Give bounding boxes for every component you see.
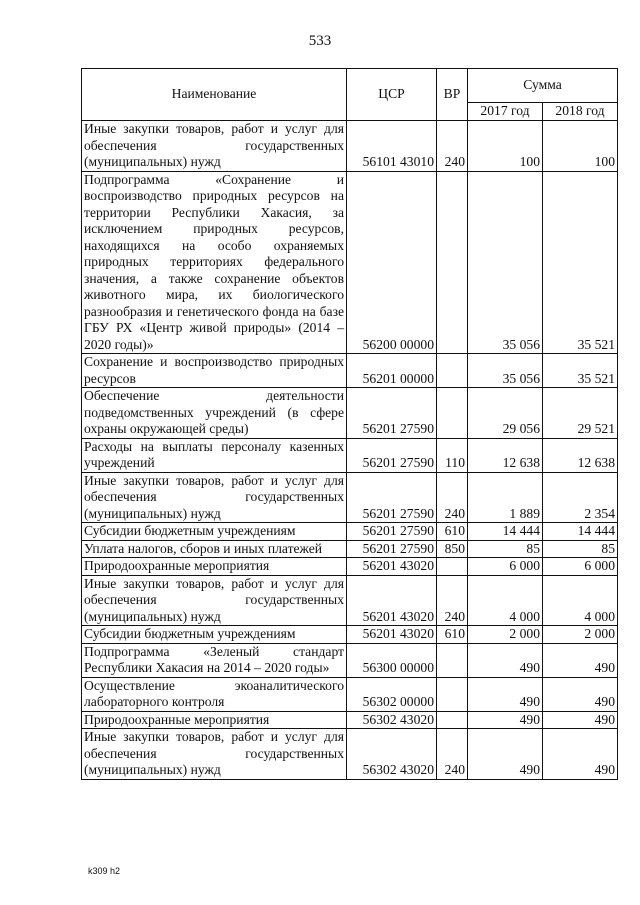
row-name: Уплата налогов, сборов и иных платежей (82, 540, 347, 558)
row-sum-2017: 35 056 (468, 171, 543, 354)
row-vr (437, 171, 468, 354)
table-row (82, 354, 618, 388)
row-csr: 56201 43020 (347, 626, 437, 644)
row-csr: 56201 00000 (347, 354, 437, 388)
row-sum-2018: 12 638 (543, 438, 618, 472)
row-vr: 240 (437, 121, 468, 172)
row-name: Расходы на выплаты персоналу казенных учреждений (82, 438, 347, 472)
row-sum-2018: 85 (543, 540, 618, 558)
table-row (82, 540, 618, 558)
row-sum-2018: 29 521 (543, 388, 618, 439)
header-name: Наименование (82, 69, 347, 121)
row-name: Подпрограмма «Зеленый стандарт Республики Хакасия на 2014 – 2020 годы» (82, 643, 347, 677)
row-vr (437, 643, 468, 677)
row-csr: 56302 43020 (347, 729, 437, 780)
row-csr: 56201 27590 (347, 388, 437, 439)
row-sum-2017: 490 (468, 643, 543, 677)
row-name: Осуществление экоаналитического лабораторного контроля (82, 677, 347, 711)
table-row (82, 711, 618, 729)
row-sum-2018: 100 (543, 121, 618, 172)
row-csr: 56201 27590 (347, 540, 437, 558)
table-row (82, 472, 618, 523)
row-sum-2017: 490 (468, 711, 543, 729)
row-sum-2017: 35 056 (468, 354, 543, 388)
row-sum-2017: 2 000 (468, 626, 543, 644)
row-vr: 240 (437, 575, 468, 626)
table-row (82, 677, 618, 711)
row-vr: 850 (437, 540, 468, 558)
row-name: Сохранение и воспроизводство природных ресурсов (82, 354, 347, 388)
header-sum: Сумма (468, 69, 618, 103)
row-sum-2017: 6 000 (468, 558, 543, 576)
page-number: 533 (308, 33, 332, 49)
footer-code: k309 h2 (88, 866, 121, 876)
row-sum-2017: 490 (468, 729, 543, 780)
row-sum-2017: 4 000 (468, 575, 543, 626)
row-csr: 56201 27590 (347, 472, 437, 523)
row-name: Иные закупки товаров, работ и услуг для обеспечения государственных (муниципальных) нужд (82, 121, 347, 172)
row-vr (437, 558, 468, 576)
row-vr: 610 (437, 523, 468, 541)
row-csr: 56302 00000 (347, 677, 437, 711)
row-sum-2017: 29 056 (468, 388, 543, 439)
row-csr: 56201 43020 (347, 575, 437, 626)
row-sum-2018: 490 (543, 729, 618, 780)
row-vr (437, 711, 468, 729)
row-name: Субсидии бюджетным учреждениям (82, 626, 347, 644)
table-row (82, 626, 618, 644)
row-sum-2017: 490 (468, 677, 543, 711)
table-row (82, 171, 618, 354)
row-sum-2018: 4 000 (543, 575, 618, 626)
budget-table (81, 68, 618, 780)
header-vr: ВР (437, 69, 468, 121)
header-year-2017: 2017 год (468, 103, 543, 121)
row-name: Иные закупки товаров, работ и услуг для обеспечения государственных (муниципальных) нужд (82, 575, 347, 626)
row-sum-2017: 100 (468, 121, 543, 172)
header-year-2018: 2018 год (543, 103, 618, 121)
row-name: Субсидии бюджетным учреждениям (82, 523, 347, 541)
table-row (82, 438, 618, 472)
row-sum-2018: 490 (543, 643, 618, 677)
row-name: Иные закупки товаров, работ и услуг для обеспечения государственных (муниципальных) нужд (82, 729, 347, 780)
row-csr: 56201 27590 (347, 438, 437, 472)
row-sum-2018: 2 000 (543, 626, 618, 644)
row-sum-2018: 490 (543, 677, 618, 711)
row-vr: 240 (437, 472, 468, 523)
row-sum-2018: 2 354 (543, 472, 618, 523)
row-name: Подпрограмма «Сохранение и воспроизводство природных ресурсов на территории Республики Хакасия, за исключением природных ресурсов, находящихся на особо охраняемых природных территориях федерального значения, а также сохранение объектов животного мира, их биологического разнообразия и генетического фонда на базе ГБУ РХ «Центр живой природы» (2014 – 2020 годы)» (82, 171, 347, 354)
row-name: Природоохранные мероприятия (82, 558, 347, 576)
row-csr: 56302 43020 (347, 711, 437, 729)
table-row (82, 121, 618, 172)
table-row (82, 388, 618, 439)
row-vr (437, 677, 468, 711)
table-row (82, 523, 618, 541)
table-row (82, 575, 618, 626)
table-row (82, 643, 618, 677)
row-csr: 56300 00000 (347, 643, 437, 677)
row-name: Обеспечение деятельности подведомственных учреждений (в сфере охраны окружающей среды) (82, 388, 347, 439)
row-name: Природоохранные мероприятия (82, 711, 347, 729)
row-csr: 56201 43020 (347, 558, 437, 576)
row-csr: 56101 43010 (347, 121, 437, 172)
row-sum-2017: 85 (468, 540, 543, 558)
row-sum-2017: 14 444 (468, 523, 543, 541)
row-sum-2017: 1 889 (468, 472, 543, 523)
row-csr: 56201 27590 (347, 523, 437, 541)
table-row (82, 558, 618, 576)
row-vr (437, 388, 468, 439)
row-vr (437, 354, 468, 388)
row-sum-2018: 35 521 (543, 354, 618, 388)
row-sum-2018: 35 521 (543, 171, 618, 354)
row-sum-2017: 12 638 (468, 438, 543, 472)
row-name: Иные закупки товаров, работ и услуг для обеспечения государственных (муниципальных) нужд (82, 472, 347, 523)
row-vr: 240 (437, 729, 468, 780)
row-vr: 110 (437, 438, 468, 472)
row-vr: 610 (437, 626, 468, 644)
row-sum-2018: 6 000 (543, 558, 618, 576)
row-sum-2018: 490 (543, 711, 618, 729)
row-sum-2018: 14 444 (543, 523, 618, 541)
header-csr: ЦСР (347, 69, 437, 121)
table-row (82, 729, 618, 780)
row-csr: 56200 00000 (347, 171, 437, 354)
